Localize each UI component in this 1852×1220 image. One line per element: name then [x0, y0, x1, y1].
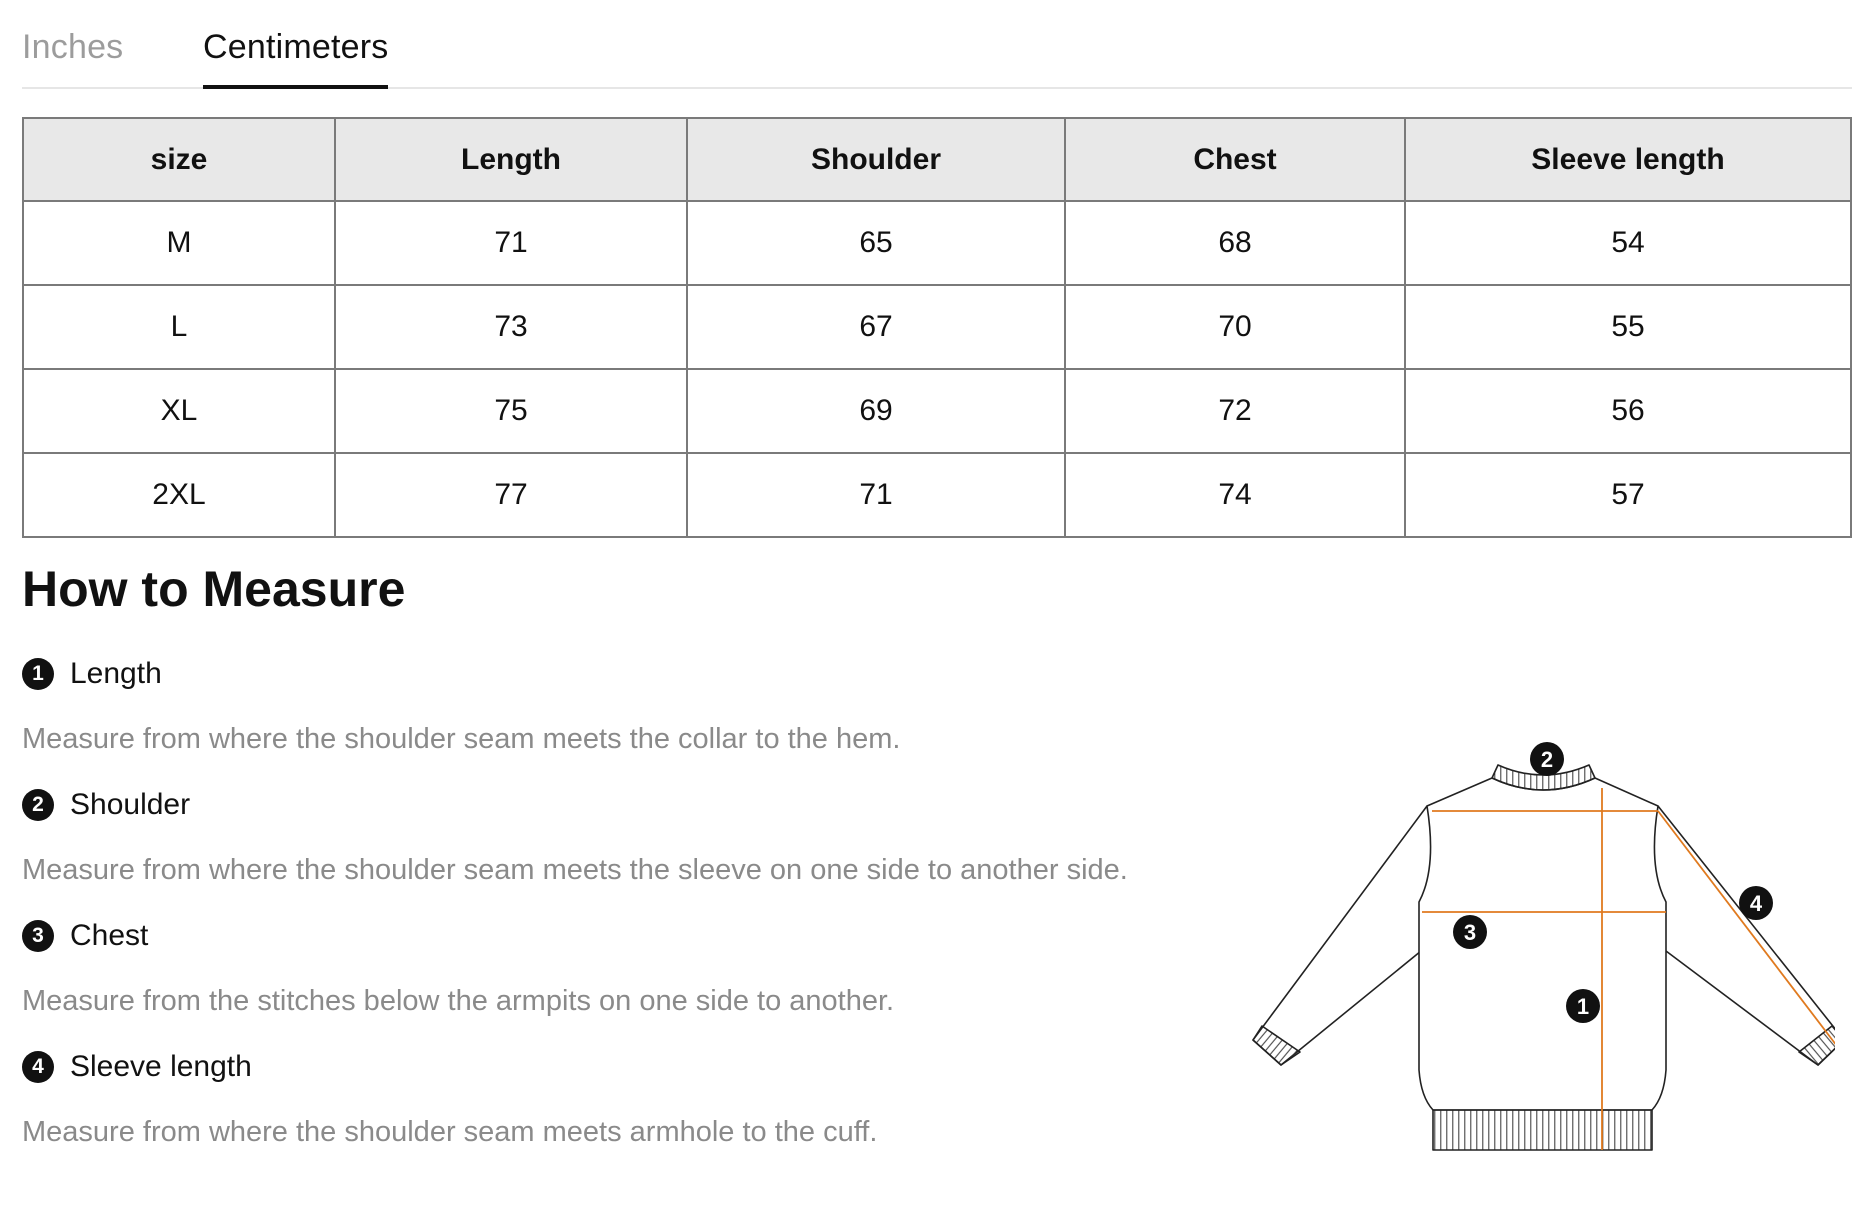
measure-item-shoulder	[22, 788, 190, 822]
header-shoulder: Shoulder	[687, 118, 1065, 201]
tab-inches[interactable]: Inches	[22, 28, 124, 66]
cell-chest: 68	[1065, 201, 1405, 285]
cell-size: M	[23, 201, 335, 285]
svg-text:3: 3	[1463, 920, 1477, 945]
cell-shoulder: 69	[687, 369, 1065, 453]
svg-text:1: 1	[1576, 994, 1590, 1019]
cell-length: 73	[335, 285, 687, 369]
cell-size: 2XL	[23, 453, 335, 537]
cell-sleeve-length: 56	[1405, 369, 1851, 453]
how-to-measure-title: How to Measure	[22, 561, 406, 617]
header-size: size	[23, 118, 335, 201]
measure-description: Measure from where the shoulder seam meets the sleeve on one side to another side.	[22, 854, 1128, 886]
number-1-icon: 1	[22, 658, 54, 690]
svg-text:4: 4	[1749, 891, 1763, 916]
cell-sleeve-length: 55	[1405, 285, 1851, 369]
unit-tabs	[22, 0, 1852, 89]
measure-label: Length	[70, 657, 162, 690]
cell-shoulder: 65	[687, 201, 1065, 285]
table-row	[23, 369, 1851, 453]
cell-chest: 72	[1065, 369, 1405, 453]
cell-sleeve-length: 54	[1405, 201, 1851, 285]
table-row	[23, 201, 1851, 285]
measure-item-length	[22, 657, 162, 691]
sweater-measurement-diagram-icon	[1235, 725, 1835, 1165]
cell-shoulder: 67	[687, 285, 1065, 369]
header-sleeve-length: Sleeve length	[1405, 118, 1851, 201]
measure-label: Sleeve length	[70, 1050, 252, 1083]
cell-chest: 74	[1065, 453, 1405, 537]
number-4-icon: 4	[22, 1051, 54, 1083]
measure-description: Measure from where the shoulder seam meets the collar to the hem.	[22, 723, 901, 755]
header-chest: Chest	[1065, 118, 1405, 201]
number-3-icon: 3	[22, 920, 54, 952]
cell-chest: 70	[1065, 285, 1405, 369]
cell-length: 75	[335, 369, 687, 453]
size-chart-table	[22, 117, 1852, 538]
tab-centimeters[interactable]: Centimeters	[203, 28, 388, 89]
table-header-row	[23, 118, 1851, 201]
table-row	[23, 453, 1851, 537]
measure-label: Shoulder	[70, 788, 191, 821]
measure-item-chest	[22, 919, 148, 953]
cell-length: 71	[335, 201, 687, 285]
measure-description: Measure from where the shoulder seam meets armhole to the cuff.	[22, 1116, 878, 1148]
cell-size: XL	[23, 369, 335, 453]
cell-size: L	[23, 285, 335, 369]
number-2-icon: 2	[22, 789, 54, 821]
svg-text:2: 2	[1540, 747, 1554, 772]
cell-shoulder: 71	[687, 453, 1065, 537]
measure-item-sleeve-length	[22, 1050, 252, 1084]
table-row	[23, 285, 1851, 369]
measure-label: Chest	[70, 919, 149, 952]
cell-length: 77	[335, 453, 687, 537]
measure-description: Measure from the stitches below the armpits on one side to another.	[22, 985, 895, 1017]
cell-sleeve-length: 57	[1405, 453, 1851, 537]
header-length: Length	[335, 118, 687, 201]
